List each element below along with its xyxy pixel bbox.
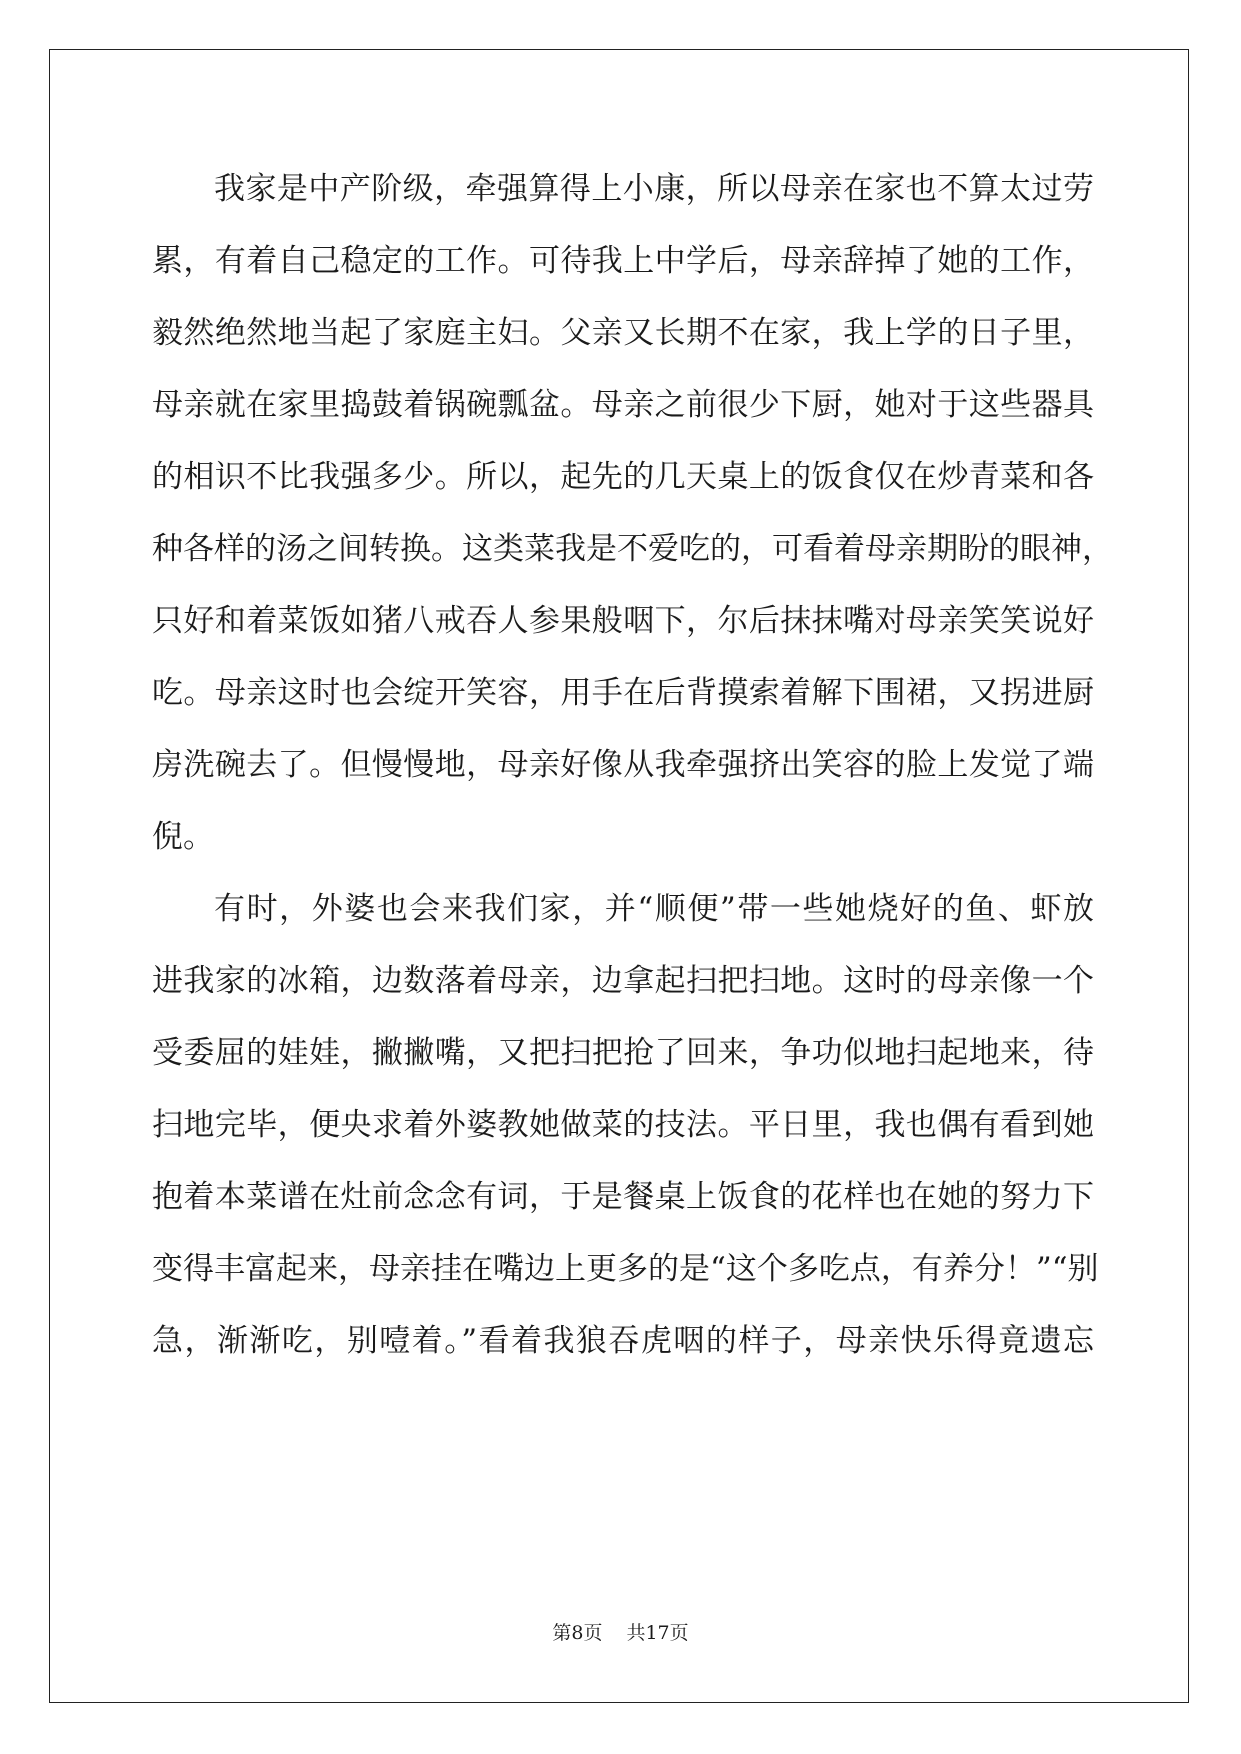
page-border: [49, 49, 1189, 1703]
text-line: 变得丰富起来，母亲挂在嘴边上更多的是“这个多吃点，有养分！”“别: [152, 1251, 1099, 1287]
text-line: 房洗碗去了。但慢慢地，母亲好像从我牵强挤出笑容的脸上发觉了端: [152, 747, 1094, 783]
text-line: 毅然绝然地当起了家庭主妇。父亲又长期不在家，我上学的日子里，: [152, 315, 1094, 351]
text-line: 的相识不比我强多少。所以，起先的几天桌上的饭食仅在炒青菜和各: [152, 459, 1094, 495]
page-number: 第8页: [552, 1622, 603, 1644]
text-line: 急，渐渐吃，别噎着。”看着我狼吞虎咽的样子，母亲快乐得竟遗忘: [152, 1323, 1094, 1359]
text-line: 我家是中产阶级，牵强算得上小康，所以母亲在家也不算太过劳: [214, 171, 1094, 207]
text-line: 倪。: [152, 819, 214, 855]
text-line: 受委屈的娃娃，撇撇嘴，又把扫把抢了回来，争功似地扫起地来，待: [152, 1035, 1094, 1071]
text-line: 母亲就在家里捣鼓着锅碗瓢盆。母亲之前很少下厨，她对于这些器具: [152, 387, 1094, 423]
text-line: 只好和着菜饭如猪八戒吞人参果般咽下，尔后抹抹嘴对母亲笑笑说好: [152, 603, 1094, 639]
page-total: 共17页: [626, 1622, 689, 1644]
text-line: 种各样的汤之间转换。这类菜我是不爱吃的，可看着母亲期盼的眼神，: [152, 531, 1113, 567]
text-line: 抱着本菜谱在灶前念念有词，于是餐桌上饭食的花样也在她的努力下: [152, 1179, 1094, 1215]
text-line: 进我家的冰箱，边数落着母亲，边拿起扫把扫地。这时的母亲像一个: [152, 963, 1094, 999]
text-line: 累，有着自己稳定的工作。可待我上中学后，母亲辞掉了她的工作，: [152, 243, 1094, 279]
page-footer: [0, 1618, 1241, 1645]
text-line: 有时，外婆也会来我们家，并“顺便”带一些她烧好的鱼、虾放: [214, 891, 1094, 927]
text-line: 扫地完毕，便央求着外婆教她做菜的技法。平日里，我也偶有看到她: [152, 1107, 1094, 1143]
text-line: 吃。母亲这时也会绽开笑容，用手在后背摸索着解下围裙，又拐进厨: [152, 675, 1094, 711]
